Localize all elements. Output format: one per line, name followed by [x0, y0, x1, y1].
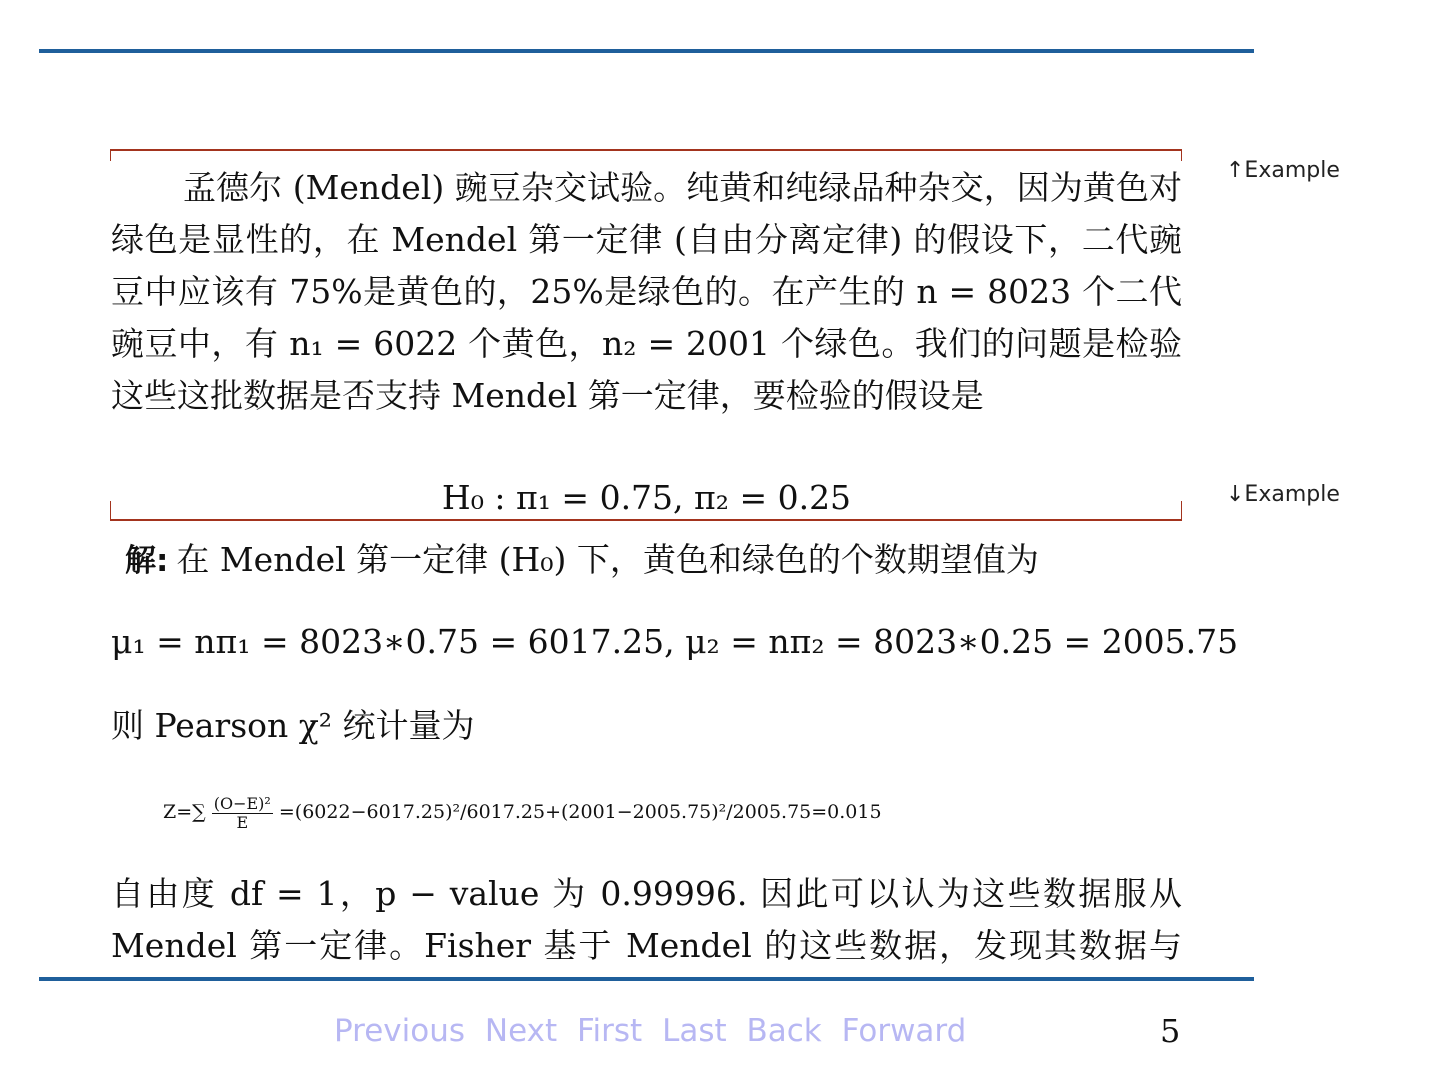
pearson-formula	[163, 790, 882, 834]
pearson-intro: 则 Pearson χ² 统计量为	[111, 706, 475, 745]
nav-forward-link[interactable]: Forward	[841, 1013, 967, 1049]
expected-values-equation: μ₁ = nπ₁ = 8023∗0.75 = 6017.25, μ₂ = nπ₂ = 8023∗0.25 = 2005.75	[111, 622, 1239, 661]
solution-intro	[111, 534, 1182, 587]
nav-bar	[334, 1013, 976, 1049]
formula-fraction	[212, 795, 273, 832]
solution-intro-text: 在 Mendel 第一定律 (H₀) 下，黄色和绿色的个数期望值为	[176, 540, 1039, 579]
example-paragraph: 孟德尔 (Mendel) 豌豆杂交试验。纯黄和纯绿品种杂交，因为黄色对绿色是显性的，在 Mendel 第一定律 (自由分离定律) 的假设下，二代豌豆中应该有 75%是黄色的，25%是绿色的。在产生的 n = 8023 个二代豌豆中，有 n₁ = 6022 个黄色，n₂ = 2001 个绿色。我们的问题是检验这些这批数据是否支持 Mendel 第一定律，要检验的假设是	[111, 168, 1182, 415]
hypothesis-equation: H₀ : π₁ = 0.75, π₂ = 0.25	[441, 478, 852, 517]
conclusion-paragraph: 自由度 df = 1，p − value 为 0.99996. 因此可以认为这些数据服从 Mendel 第一定律。Fisher 基于 Mendel 的这些数据，发现其数据与	[111, 874, 1182, 965]
formula-left: Z=∑	[163, 801, 206, 823]
nav-previous-link[interactable]: Previous	[334, 1013, 466, 1049]
footer-rule	[39, 977, 1254, 981]
nav-next-link[interactable]: Next	[484, 1013, 558, 1049]
formula-right: =(6022−6017.25)²/6017.25+(2001−2005.75)²/2005.75=0.015	[278, 801, 882, 823]
nav-back-link[interactable]: Back	[746, 1013, 822, 1049]
example-end-marker[interactable]: ↓Example	[1226, 482, 1340, 507]
nav-last-link[interactable]: Last	[662, 1013, 727, 1049]
solution-label: 解:	[125, 543, 169, 579]
example-start-marker[interactable]: ↑Example	[1226, 158, 1340, 183]
formula-numerator: (O−E)²	[213, 793, 271, 813]
formula-denominator: E	[236, 812, 249, 832]
nav-first-link[interactable]: First	[576, 1013, 643, 1049]
header-rule	[39, 49, 1254, 53]
page-number: 5	[1160, 1012, 1181, 1050]
